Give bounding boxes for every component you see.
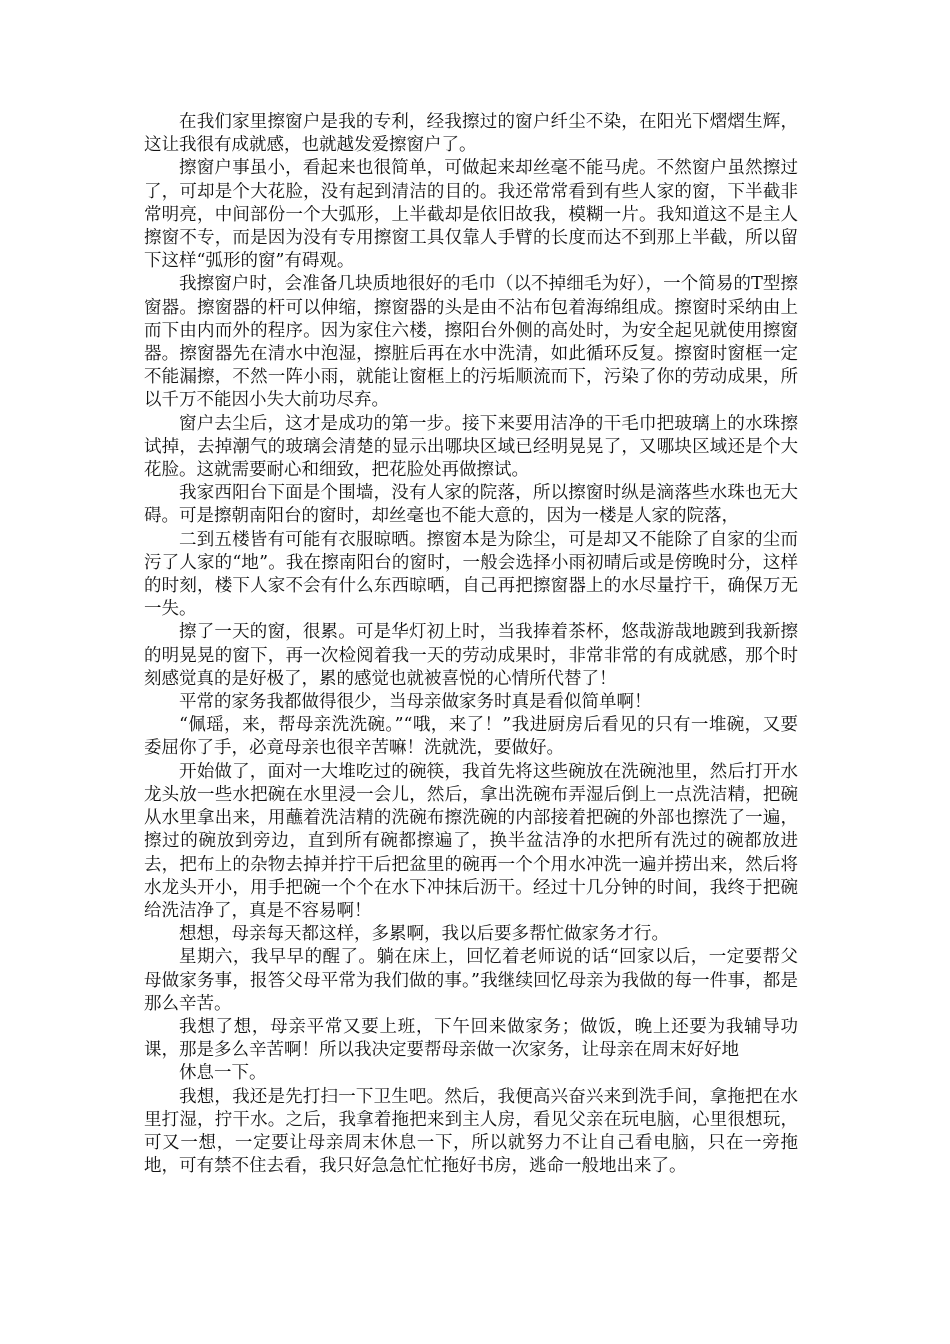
document-body — [144, 111, 798, 1178]
paragraph-rest: 休息一下。 — [179, 1063, 267, 1084]
paragraph-sense-of-achievement: 擦了一天的窗，很累。可是华灯初上时，当我捧着茶杯，悠哉游哉地踱到我新擦的明晃晃的窗下，再一次检阅着我一天的劳动成果时，非常非常的有成就感，那个时刻感觉真的是好极了，累的感觉也就被喜悦的心情所代替了！ — [144, 622, 798, 689]
paragraph-dialogue: “佩瑶，来，帮母亲洗洗碗。”“哦，来了！”我进厨房后看见的只有一堆碗，又要委屈你了手，必竟母亲也很辛苦嘛！洗就洗，要做好。 — [144, 715, 798, 759]
paragraph-window-cleaning-method: 我擦窗户时，会准备几块质地很好的毛巾（以不掉细毛为好），一个简易的T型擦窗器。擦窗器的杆可以伸缩，擦窗器的头是由不沾布包着海绵组成。擦窗时采纳由上而下由内而外的程序。因为家住六楼，擦阳台外侧的高处时，为安全起见就使用擦窗器。擦窗器先在清水中泡湿，擦脏后再在水中洗清，如此循环反复。擦窗时窗框一定不能漏擦，不然一阵小雨，就能让窗框上的污垢顺流而下，污染了你的劳动成果，所以千万不能因小失大前功尽弃。 — [144, 274, 798, 411]
paragraph-drying-glass: 窗户去尘后，这才是成功的第一步。接下来要用洁净的干毛巾把玻璃上的水珠擦试掉，去掉潮气的玻璃会清楚的显示出哪块区域已经明晃晃了，又哪块区域还是个大花脸。这就需要耐心和细致，把花脸处再做擦试。 — [144, 413, 798, 481]
paragraph-south-balcony: 二到五楼皆有可能有衣服晾晒。擦窗本是为除尘，可是却又不能除了自家的尘而污了人家的“地”。我在擦南阳台的窗时，一般会选择小雨初晴后或是傍晚时分，这样的时刻，楼下人家不会有什么东西晾晒，自己再把擦窗器上的水尽量拧干，确保万无一失。 — [144, 529, 798, 620]
paragraph-window-cleaning-difficulty: 擦窗户事虽小，看起来也很简单，可做起来却丝毫不能马虎。不然窗户虽然擦过了，可却是个大花脸，没有起到清洁的目的。我还常常看到有些人家的窗，下半截非常明亮，中间部份一个大弧形，上半截却是依旧故我，模糊一片。我知道这不是主人擦窗不专，而是因为没有专用擦窗工具仅靠人手臂的长度而达不到那上半截，所以留下这样“弧形的窗”有碍观。 — [144, 158, 798, 272]
paragraph-washing-dishes: 开始做了，面对一大堆吃过的碗筷，我首先将这些碗放在洗碗池里，然后打开水龙头放一些水把碗在水里浸一会儿，然后，拿出洗碗布弄湿后倒上一点洗洁精，把碗从水里拿出来，用蘸着洗洁精的洗碗布擦洗碗的内部接着把碗的外部也擦洗了一遍，擦过的碗放到旁边，直到所有碗都擦遍了，换半盆洁净的水把所有洗过的碗都放进去，把布上的杂物去掉并拧干后把盆里的碗再一个个用水冲洗一遍并捞出来，然后将水龙头开小，用手把碗一个个在水下冲抹后沥干。经过十几分钟的时间，我终于把碗给洗洁净了，真是不容易啊！ — [144, 761, 798, 921]
paragraph-saturday: 星期六，我早早的醒了。躺在床上，回忆着老师说的话“回家以后，一定要帮父母做家务事，报答父母平常为我们做的事。”我继续回忆母亲为我做的每一件事，都是那么辛苦。 — [144, 947, 798, 1014]
paragraph-west-balcony: 我家西阳台下面是个围墙，没有人家的院落，所以擦窗时纵是滴落些水珠也无大碍。可是擦朝南阳台的窗时，却丝毫也不能大意的，因为一楼是人家的院落， — [144, 483, 798, 527]
paragraph-housework-intro: 平常的家务我都做得很少，当母亲做家务时真是看似简单啊！ — [179, 692, 652, 713]
paragraph-mopping: 我想，我还是先打扫一下卫生吧。然后，我便高兴奋兴来到洗手间，拿拖把在水里打湿，拧干水。之后，我拿着拖把来到主人房，看见父亲在玩电脑，心里很想玩，可又一想，一定要让母亲周末休息一下，所以就努力不让自己看电脑，只在一旁拖地，可有禁不住去看，我只好急急忙忙拖好书房，逃命一般地出来了。 — [144, 1086, 798, 1177]
paragraph-reflection: 想想，母亲每天都这样，多累啊，我以后要多帮忙做家务才行。 — [179, 924, 669, 945]
paragraph-decision: 我想了想，母亲平常又要上班，下午回来做家务；做饭，晚上还要为我辅导功课，那是多么辛苦啊！所以我决定要帮母亲做一次家务，让母亲在周末好好地 — [144, 1016, 798, 1061]
paragraph-window-cleaning-intro: 在我们家里擦窗户是我的专利，经我擦过的窗户纤尘不染，在阳光下熠熠生辉，这让我很有成就感，也就越发爱擦窗户了。 — [144, 112, 798, 156]
